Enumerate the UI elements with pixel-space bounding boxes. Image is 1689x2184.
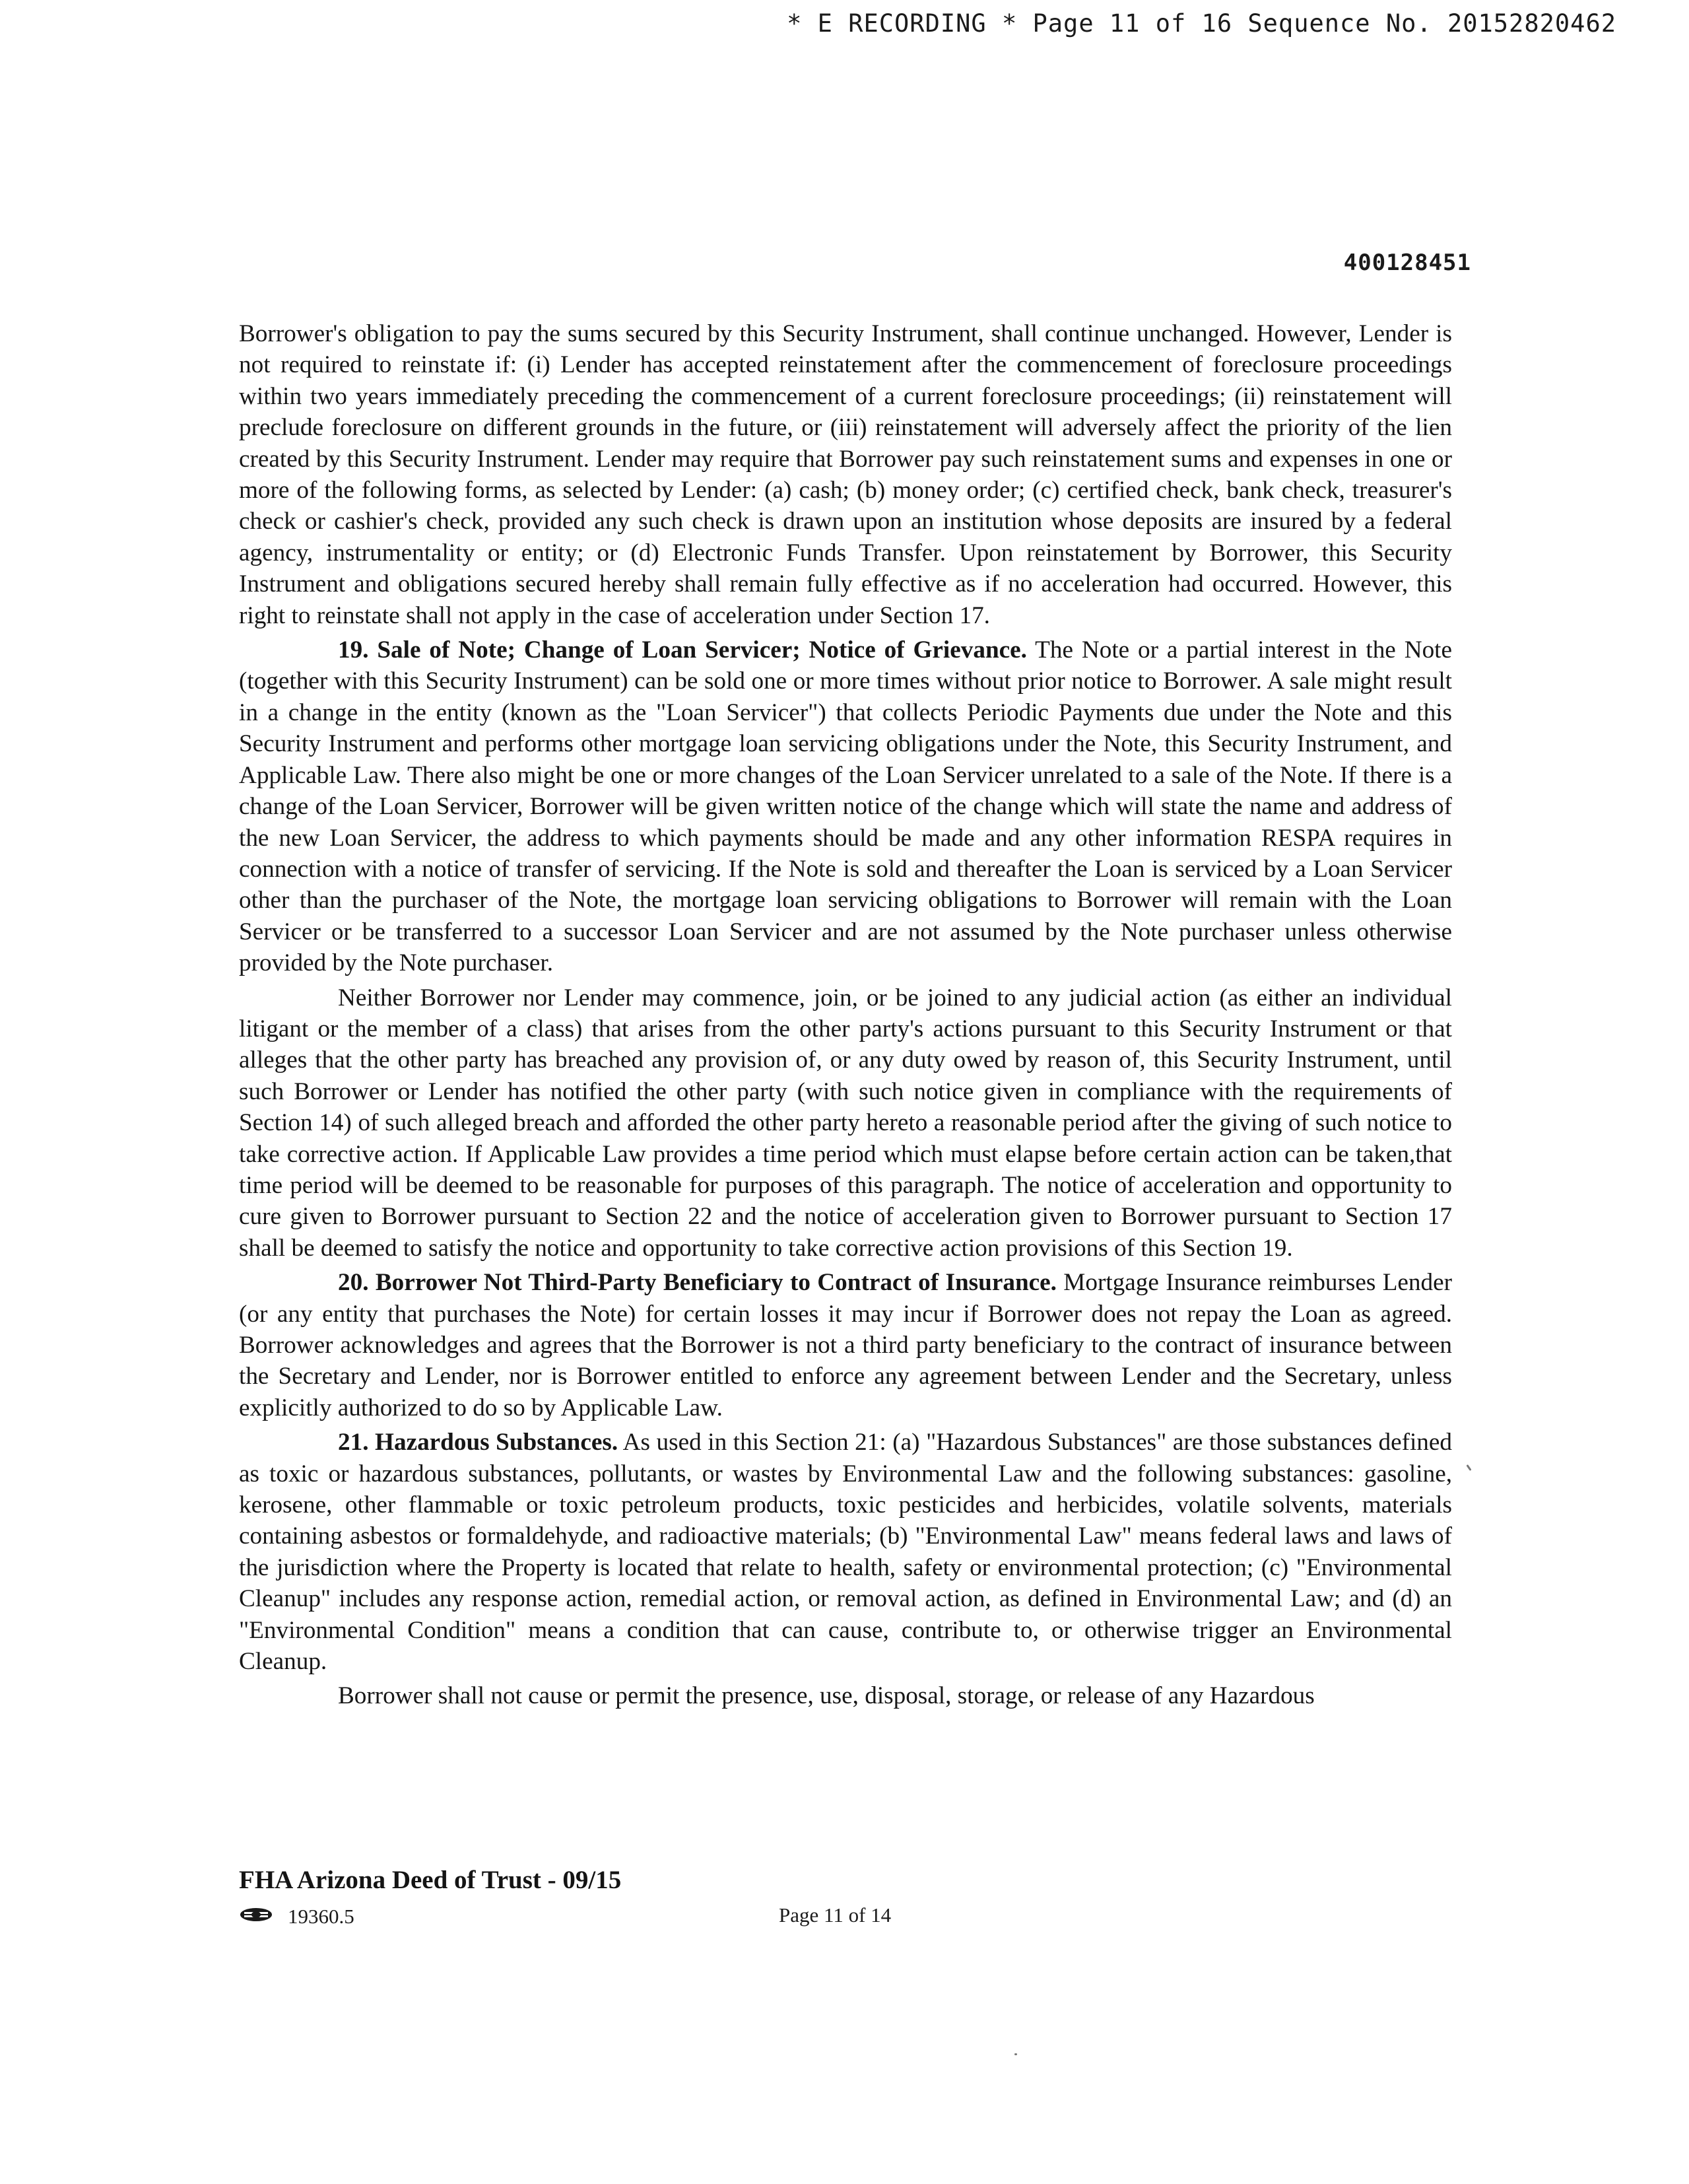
paragraph-grievance: Neither Borrower nor Lender may commence, join, or be joined to any judicial action (as either an individual litigant or the member of a class) that arises from the other party's actions pursuant to this Security Instrument or that alleges that the other party has breached any provision of, or any duty owed by reason of, this Security Instrument, until such Borrower or Lender has notified the other party (with such notice given in compliance with the requirements of Section 14) of such alleged breach and afforded the other party hereto a reasonable period after the giving of such notice to take corrective action. If Applicable Law provides a time period which must elapse before certain action can be taken,that time period will be deemed to be reasonable for purposes of this paragraph. The notice of acceleration and opportunity to cure given to Borrower pursuant to Section 22 and the notice of acceleration given to Borrower pursuant to Section 17 shall be deemed to satisfy the notice and opportunity to take corrective action provisions of this Section 19. xyxy=(239,984,1452,1262)
ellie-mae-logo-icon xyxy=(239,1905,273,1928)
scan-artifact-1 xyxy=(1466,1464,1471,1471)
section-19 xyxy=(239,634,1452,978)
paragraph-reinstatement-continued: Borrower's obligation to pay the sums secured by this Security Instrument, shall continue unchanged. However, Lender is not required to reinstate if: (i) Lender has accepted reinstatement after the commencement of foreclosure proceedings within two years immediately preceding the commencement of a current foreclosure proceedings; (ii) reinstatement will preclude foreclosure on different grounds in the future, or (iii) reinstatement will adversely affect the priority of the lien created by this Security Instrument. Lender may require that Borrower pay such reinstatement sums and expenses in one or more of the following forms, as selected by Lender: (a) cash; (b) money order; (c) certified check, bank check, treasurer's check or cashier's check, provided any such check is drawn upon an institution whose deposits are insured by a federal agency, instrumentality or entity; or (d) Electronic Funds Transfer. Upon reinstatement by Borrower, this Security Instrument and obligations secured hereby shall remain fully effective as if no acceleration had occurred. However, this right to reinstate shall not apply in the case of acceleration under Section 17. xyxy=(239,320,1452,629)
paragraph-hazardous-continued: Borrower shall not cause or permit the presence, use, disposal, storage, or release of any Hazardous xyxy=(338,1682,1315,1710)
section-19-text: The Note or a partial interest in the Note (together with this Security Instrument) can be sold one or more times without prior notice to Borrower. A sale might result in a change in the entity (known as the "Loan Servicer") that collects Periodic Payments due under the Note and this Security Instrument and performs other mortgage loan servicing obligations under the Note, this Security Instrument, and Applicable Law. There also might be one or more changes of the Loan Servicer unrelated to a sale of the Note. If there is a change of the Loan Servicer, Borrower will be given written notice of the change which will state the name and address of the new Loan Servicer, the address to which payments should be made and any other information RESPA requires in connection with a notice of transfer of servicing. If the Note is sold and thereafter the Loan is serviced by a Loan Servicer other than the purchaser of the Note, the mortgage loan servicing obligations to Borrower will remain with the Loan Servicer or be transferred to a successor Loan Servicer and are not assumed by the Note purchaser unless otherwise provided by the Note purchaser. xyxy=(239,636,1452,977)
footer-form-code xyxy=(239,1905,354,1928)
section-21-text: As used in this Section 21: (a) "Hazardous Substances" are those substances defined as toxic or hazardous substances, pollutants, or wastes by Environmental Law and the following substances: gasoline, kerosene, other flammable or toxic petroleum products, toxic pesticides and herbicides, volatile solvents, materials containing asbestos or formaldehyde, and radioactive materials; (b) "Environmental Law" means federal laws and laws of the jurisdiction where the Property is located that relate to health, safety or environmental protection; (c) "Environmental Cleanup" includes any response action, remedial action, or removal action, as defined in Environmental Law; and (d) an "Environmental Condition" means a condition that can cause, contribute to, or otherwise trigger an Environmental Cleanup. xyxy=(239,1429,1452,1676)
form-code-text: 19360.5 xyxy=(288,1905,354,1928)
section-21 xyxy=(239,1427,1452,1677)
section-20-text: Mortgage Insurance reimburses Lender (or any entity that purchases the Note) for certain losses it may incur if Borrower does not repay the Loan as agreed. Borrower acknowledges and agrees that the Borrower is not a third party beneficiary to the contract of insurance between the Secretary and Lender, nor is Borrower entitled to enforce any agreement between Lender and the Secretary, unless explicitly authorized to do so by Applicable Law. xyxy=(239,1269,1453,1421)
footer-page-number: Page 11 of 14 xyxy=(779,1903,892,1927)
section-20 xyxy=(239,1267,1452,1423)
section-19-heading: 19. Sale of Note; Change of Loan Servicer; Notice of Grievance. xyxy=(338,636,1027,664)
document-body xyxy=(239,318,1452,1715)
loan-number: 400128451 xyxy=(1343,250,1471,276)
section-20-heading: 20. Borrower Not Third-Party Beneficiary to Contract of Insurance. xyxy=(338,1269,1057,1297)
section-21-heading: 21. Hazardous Substances. xyxy=(338,1429,618,1456)
recording-header: * E RECORDING * Page 11 of 16 Sequence No. 20152820462 xyxy=(787,9,1616,38)
footer-form-title: FHA Arizona Deed of Trust - 09/15 xyxy=(239,1866,622,1894)
scan-artifact-2 xyxy=(1014,2053,1017,2055)
